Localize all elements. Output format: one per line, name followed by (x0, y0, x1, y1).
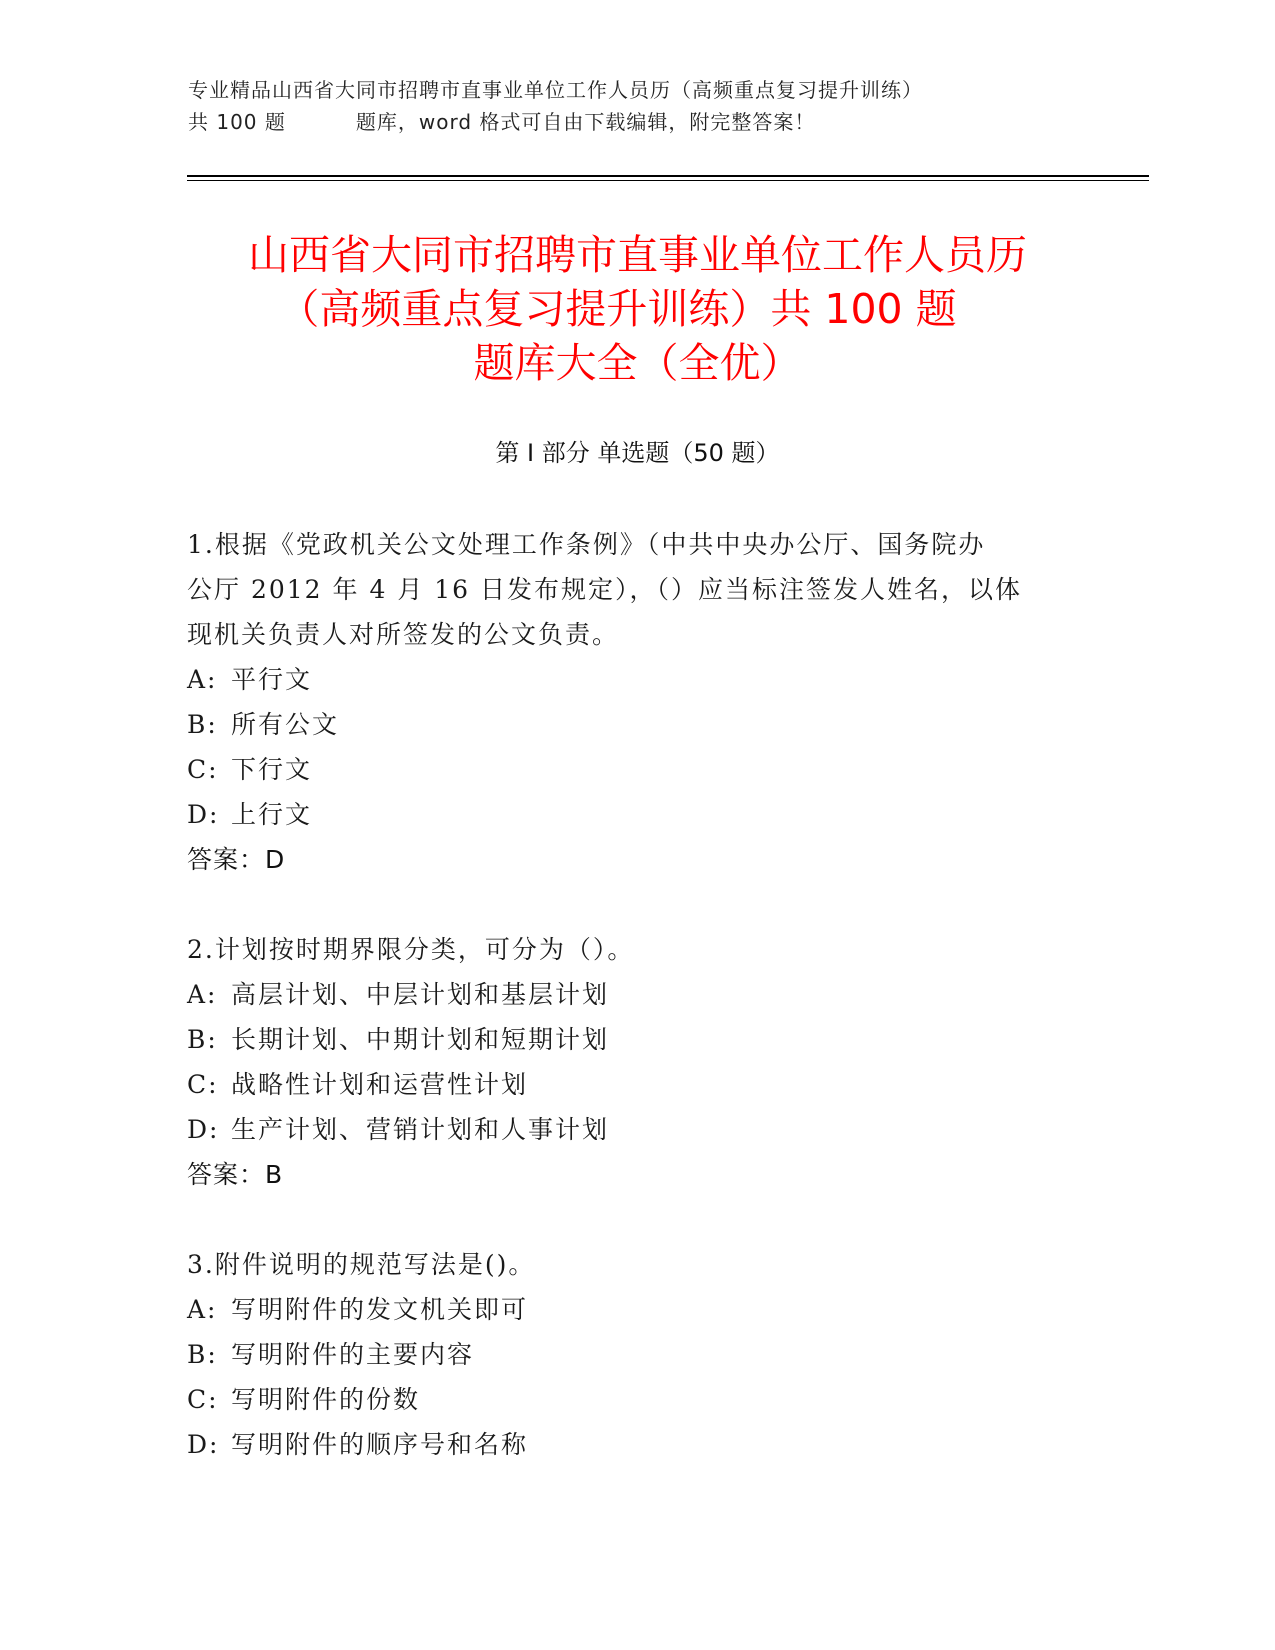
option-letter: B: (187, 1340, 218, 1369)
question-option (187, 747, 1067, 792)
option-letter: A: (187, 980, 218, 1009)
question-stem-line: 2.计划按时期界限分类，可分为（）。 (187, 935, 635, 964)
question-option (187, 1062, 1067, 1107)
header-note-line1: 专业精品山西省大同市招聘市直事业单位工作人员历（高频重点复习提升训练） (188, 78, 923, 102)
question-list (187, 522, 1067, 1467)
option-text: 生产计划、营销计划和人事计划 (231, 1115, 610, 1144)
header-rule-thick (187, 175, 1149, 177)
question-item (187, 927, 1067, 1197)
option-text: 上行文 (231, 800, 313, 829)
question-option (187, 1287, 1067, 1332)
option-text: 平行文 (231, 665, 313, 694)
option-letter: C: (187, 1385, 219, 1414)
question-option (187, 1017, 1067, 1062)
header-note-description: 题库，word 格式可自由下载编辑，附完整答案！ (355, 110, 816, 134)
question-item (187, 522, 1067, 882)
question-option (187, 1107, 1067, 1152)
question-option (187, 1332, 1067, 1377)
question-stem-line: 公厅 2012 年 4 月 16 日发布规定），（）应当标注签发人姓名，以体 (187, 575, 1023, 604)
option-text: 长期计划、中期计划和短期计划 (231, 1025, 610, 1054)
option-text: 所有公文 (231, 710, 340, 739)
header-rule-thin (187, 180, 1149, 181)
option-text: 写明附件的发文机关即可 (231, 1295, 529, 1324)
option-text: 战略性计划和运营性计划 (231, 1070, 529, 1099)
question-option (187, 792, 1067, 837)
question-stem-line: 1.根据《党政机关公文处理工作条例》（中共中央办公厅、国务院办 (187, 530, 986, 559)
question-item (187, 1242, 1067, 1467)
question-spacer (187, 882, 1067, 927)
question-stem-line: 现机关负责人对所签发的公文负责。 (187, 620, 620, 649)
option-letter: A: (187, 665, 218, 694)
document-title-line2: （高频重点复习提升训练）共 100 题 (278, 285, 957, 333)
question-spacer (187, 1197, 1067, 1242)
option-letter: D: (187, 1430, 220, 1459)
option-letter: D: (187, 1115, 220, 1144)
question-stem-line: 3.附件说明的规范写法是()。 (187, 1250, 536, 1279)
section-title: 第 I 部分 单选题（50 题） (495, 439, 780, 467)
question-option (187, 972, 1067, 1017)
header-note-count: 共 100 题 (188, 110, 286, 134)
header-note (188, 74, 1068, 138)
question-option (187, 702, 1067, 747)
option-text: 写明附件的顺序号和名称 (231, 1430, 529, 1459)
question-option (187, 1377, 1067, 1422)
option-text: 高层计划、中层计划和基层计划 (231, 980, 610, 1009)
option-text: 写明附件的主要内容 (231, 1340, 475, 1369)
option-letter: B: (187, 1025, 218, 1054)
question-option (187, 1422, 1067, 1467)
document-title (150, 228, 1125, 390)
option-text: 写明附件的份数 (231, 1385, 421, 1414)
question-option (187, 657, 1067, 702)
document-title-line3: 题库大全（全优） (473, 339, 802, 387)
option-letter: B: (187, 710, 218, 739)
document-title-line1: 山西省大同市招聘市直事业单位工作人员历 (248, 231, 1027, 279)
option-letter: D: (187, 800, 220, 829)
option-letter: C: (187, 755, 219, 784)
option-letter: C: (187, 1070, 219, 1099)
question-answer: 答案：D (187, 845, 286, 874)
header-note-line2 (188, 106, 1068, 138)
question-answer: 答案：B (187, 1160, 284, 1189)
option-text: 下行文 (231, 755, 313, 784)
option-letter: A: (187, 1295, 218, 1324)
